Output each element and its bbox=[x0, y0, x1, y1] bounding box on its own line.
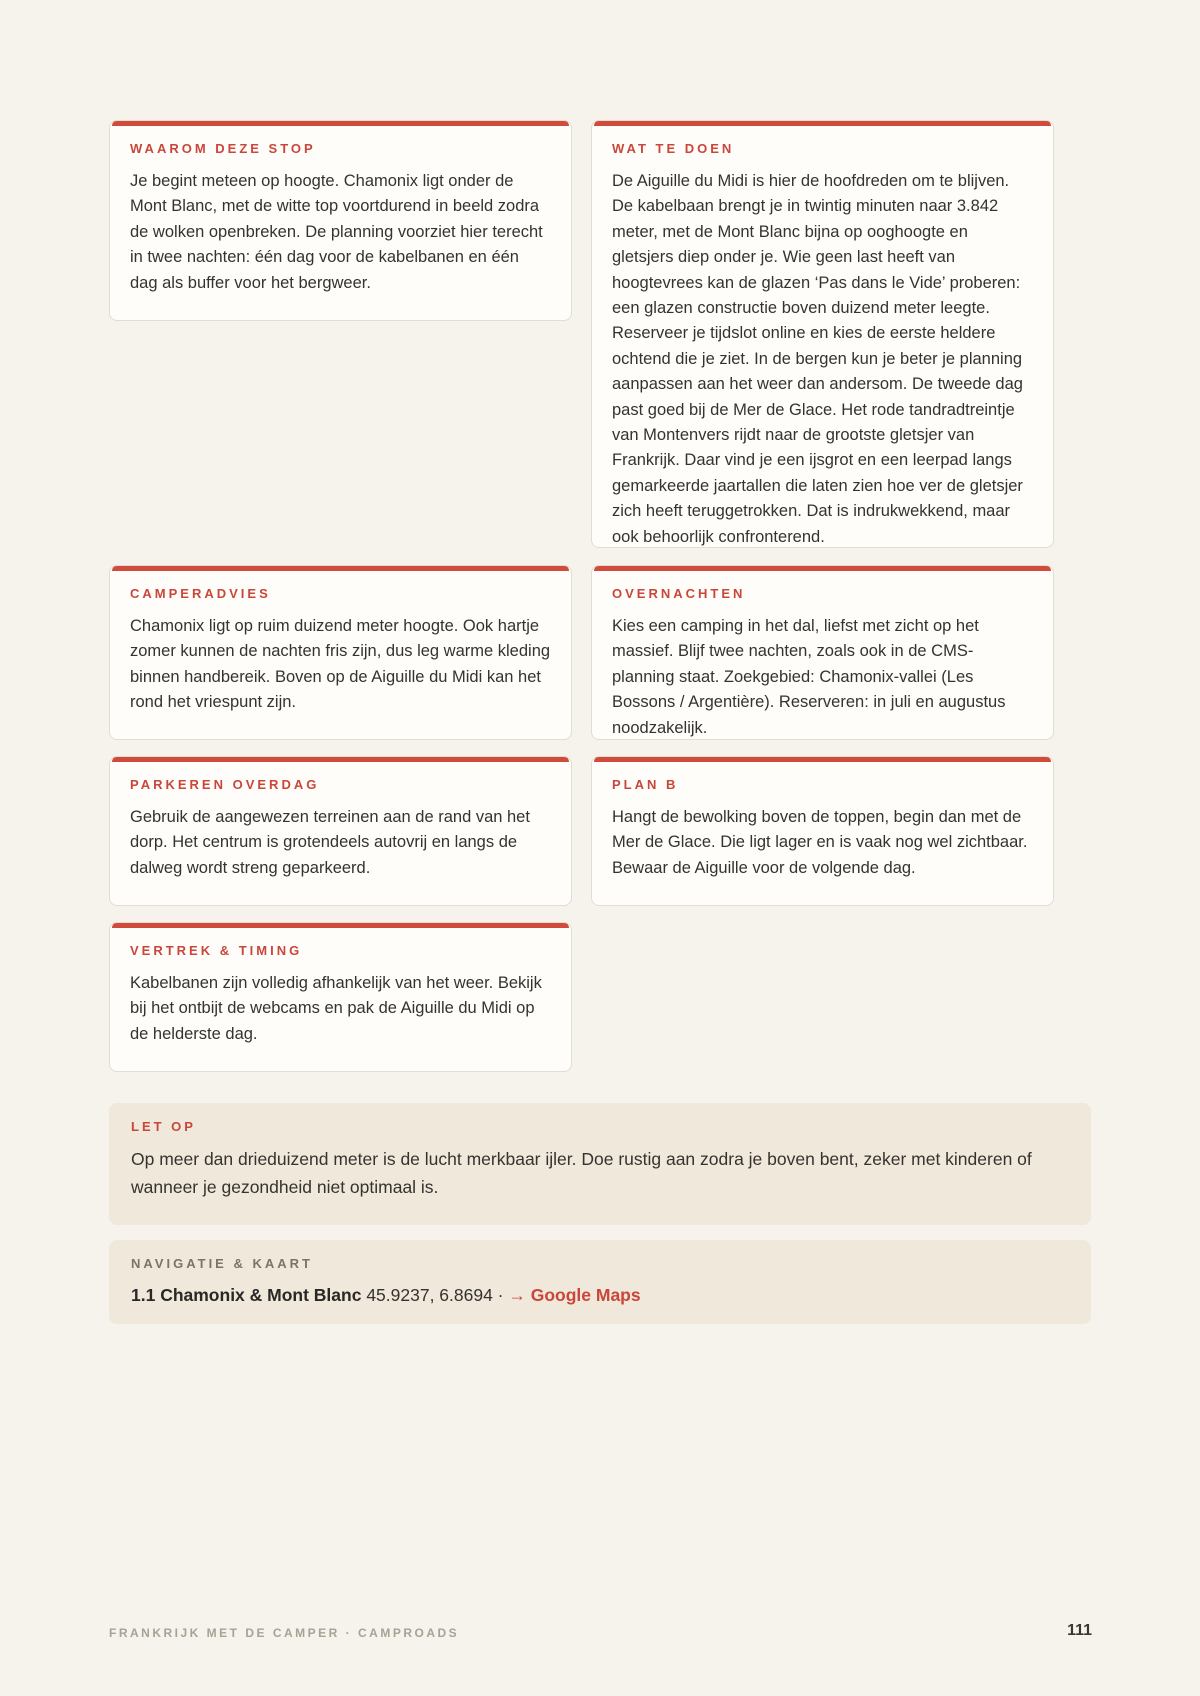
warning-note bbox=[109, 1103, 1091, 1225]
card-title: CAMPERADVIES bbox=[130, 586, 271, 601]
note-title: LET OP bbox=[131, 1119, 196, 1134]
card-parkeren-overdag bbox=[109, 756, 572, 906]
card-title: WAT TE DOEN bbox=[612, 141, 735, 156]
card-title: PARKEREN OVERDAG bbox=[130, 777, 320, 792]
card-title: OVERNACHTEN bbox=[612, 586, 746, 601]
card-body: Kabelbanen zijn volledig afhankelijk van het weer. Bekijk bij het ontbijt de webcams en pak de Aiguille du Midi op de helderste dag. bbox=[130, 974, 542, 1043]
location-name: 1.1 Chamonix & Mont Blanc bbox=[131, 1285, 362, 1305]
card-waarom-deze-stop bbox=[109, 120, 572, 321]
footer-publication: FRANKRIJK MET DE CAMPER · CAMPROADS bbox=[109, 1626, 460, 1640]
card-camperadvies bbox=[109, 565, 572, 740]
navigation-line bbox=[131, 1282, 1069, 1308]
navigation-title: NAVIGATIE & KAART bbox=[131, 1256, 313, 1271]
card-body: Hangt de bewolking boven de toppen, begin dan met de Mer de Glace. Die ligt lager en is vaak nog wel zichtbaar. Bewaar de Aiguille voor de volgende dag. bbox=[612, 808, 1028, 877]
card-body: Je begint meteen op hoogte. Chamonix ligt onder de Mont Blanc, met de witte top voortdurend in beeld zodra de wolken openbreken. De planning voorziet hier terecht in twee nachten: één dag voor de kabelbanen en één dag als buffer voor het bergweer. bbox=[130, 172, 543, 292]
card-plan-b bbox=[591, 756, 1054, 906]
card-overnachten bbox=[591, 565, 1054, 740]
google-maps-link[interactable]: → Google Maps bbox=[508, 1285, 641, 1305]
page-number: 111 bbox=[1067, 1622, 1092, 1639]
card-body: Chamonix ligt op ruim duizend meter hoogte. Ook hartje zomer kunnen de nachten fris zijn, dus leg warme kleding binnen handbereik. Boven op de Aiguille du Midi kan het rond het vriespunt zijn. bbox=[130, 617, 551, 712]
card-body: De Aiguille du Midi is hier de hoofdreden om te blijven. De kabelbaan brengt je in twintig minuten naar 3.842 meter, met de Mont Blanc bijna op ooghoogte en gletsjers diep onder je. Wie geen last heeft van hoogtevrees kan de glazen ‘Pas dans le Vide’ proberen: een glazen constructie boven duizend meter leegte. Reserveer je tijdslot online en kies de eerste heldere ochtend die je ziet. In de bergen kun je beter je planning aanpassen aan het weer dan andersom. De tweede dag past goed bij de Mer de Glace. Het rode tandradtreintje van Montenvers rijdt naar de grootste gletsjer van Frankrijk. Daar vind je een ijsgrot en een leerpad langs gemarkeerde jaartallen die laten zien hoe ver de gletsjer zich heeft teruggetrokken. Dat is indrukwekkend, maar ook behoorlijk confronterend. bbox=[612, 172, 1023, 546]
card-title: WAAROM DEZE STOP bbox=[130, 141, 316, 156]
card-wat-te-doen bbox=[591, 120, 1054, 548]
card-title: VERTREK & TIMING bbox=[130, 943, 303, 958]
card-vertrek-timing bbox=[109, 922, 572, 1072]
card-body: Kies een camping in het dal, liefst met zicht op het massief. Blijf twee nachten, zoals ook in de CMS-planning staat. Zoekgebied: Chamonix-vallei (Les Bossons / Argentière). Reserveren: in juli en augustus noodzakelijk. bbox=[612, 617, 1006, 737]
coordinates: 45.9237, 6.8694 · bbox=[361, 1285, 509, 1305]
card-title: PLAN B bbox=[612, 777, 679, 792]
card-body: Gebruik de aangewezen terreinen aan de rand van het dorp. Het centrum is grotendeels autovrij en langs de dalweg wordt streng geparkeerd. bbox=[130, 808, 530, 877]
navigation-box bbox=[109, 1240, 1091, 1324]
note-body: Op meer dan drieduizend meter is de lucht merkbaar ijler. Doe rustig aan zodra je boven bent, zeker met kinderen of wanneer je gezondheid niet optimaal is. bbox=[131, 1149, 1032, 1197]
